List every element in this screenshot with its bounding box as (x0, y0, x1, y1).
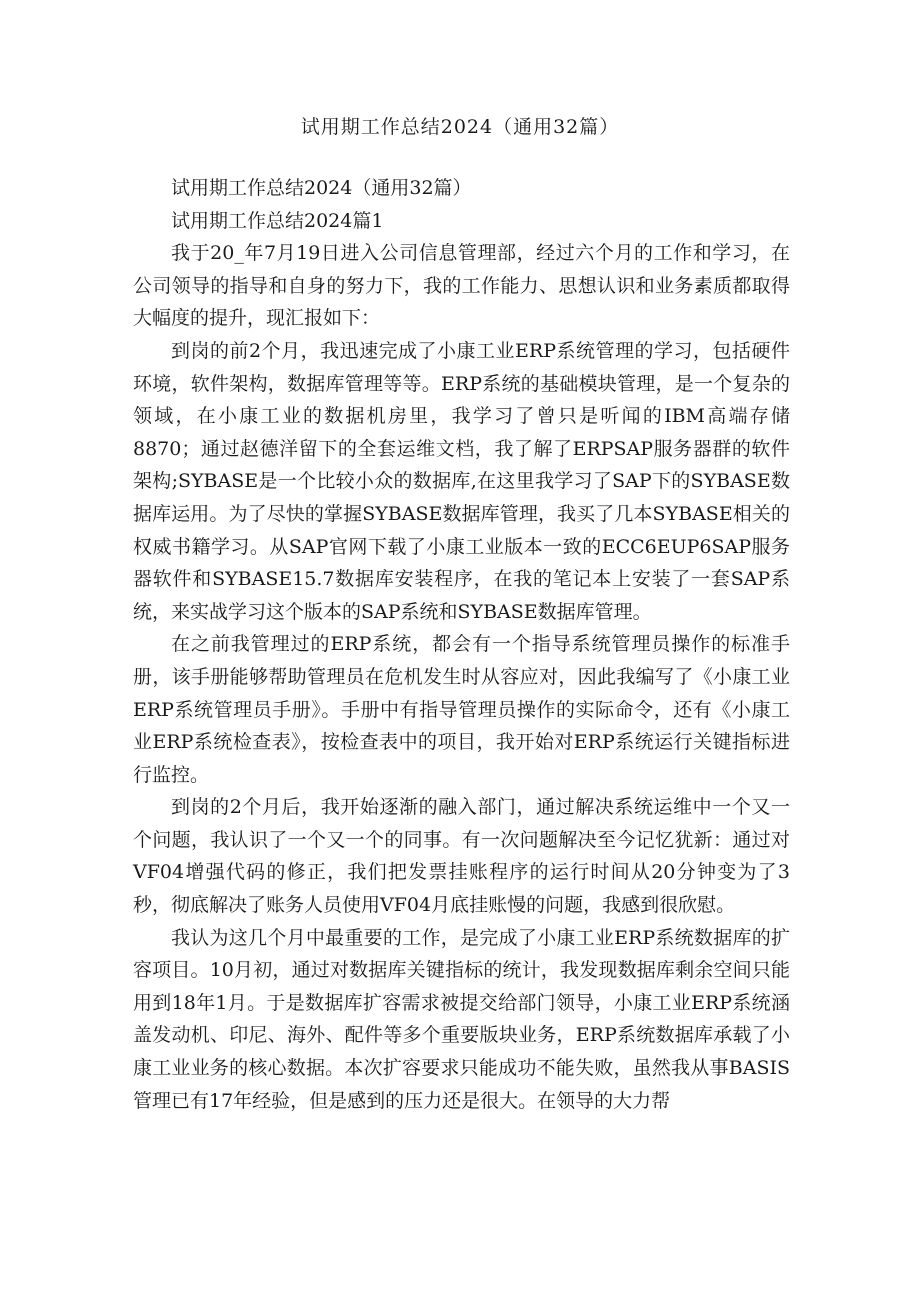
document-body (133, 172, 790, 1117)
paragraph: 到岗的2个月后，我开始逐渐的融入部门，通过解决系统运维中一个又一个问题，我认识了一个又一个的同事。有一次问题解决至今记忆犹新：通过对VF04增强代码的修正，我们把发票挂账程序的运行时间从20分钟变为了3秒，彻底解决了账务人员使用VF04月底挂账慢的问题，我感到很欣慰。 (133, 796, 790, 917)
paragraph: 到岗的前2个月，我迅速完成了小康工业ERP系统管理的学习，包括硬件环境，软件架构，数据库管理等等。ERP系统的基础模块管理，是一个复杂的领域，在小康工业的数据机房里，我学习了曾只是听闻的IBM高端存储8870；通过赵德洋留下的全套运维文档，我了解了ERPSAP服务器群的软件架构;SYBASE是一个比较小众的数据库,在这里我学习了SAP下的SYBASE数据库运用。为了尽快的掌握SYBASE数据库管理，我买了几本SYBASE相关的权威书籍学习。从SAP官网下载了小康工业版本一致的ECC6EUP6SAP服务器软件和SYBASE15.7数据库安装程序，在我的笔记本上安装了一套SAP系统，来实战学习这个版本的SAP系统和SYBASE数据库管理。 (133, 339, 790, 623)
paragraph: 我认为这几个月中最重要的工作，是完成了小康工业ERP系统数据库的扩容项目。10月初，通过对数据库关键指标的统计，我发现数据库剩余空间只能用到18年1月。于是数据库扩容需求被提交给部门领导，小康工业ERP系统涵盖发动机、印尼、海外、配件等多个重要版块业务，ERP系统数据库承载了小康工业业务的核心数据。本次扩容要求只能成功不能失败，虽然我从事BASIS管理已有17年经验，但是感到的压力还是很大。在领导的大力帮 (133, 926, 790, 1112)
document-title: 试用期工作总结2024（通用32篇） (300, 116, 620, 138)
section-heading: 试用期工作总结2024篇1 (171, 209, 384, 232)
document-subtitle: 试用期工作总结2024（通用32篇） (171, 177, 472, 199)
paragraph: 在之前我管理过的ERP系统，都会有一个指导系统管理员操作的标准手册，该手册能够帮助管理员在危机发生时从容应对，因此我编写了《小康工业ERP系统管理员手册》。手册中有指导管理员操作的实际命令，还有《小康工业ERP系统检查表》，按检查表中的项目，我开始对ERP系统运行关键指标进行监控。 (133, 633, 790, 786)
paragraph: 我于20_年7月19日进入公司信息管理部，经过六个月的工作和学习，在公司领导的指导和自身的努力下，我的工作能力、思想认识和业务素质都取得大幅度的提升，现汇报如下： (133, 242, 790, 330)
